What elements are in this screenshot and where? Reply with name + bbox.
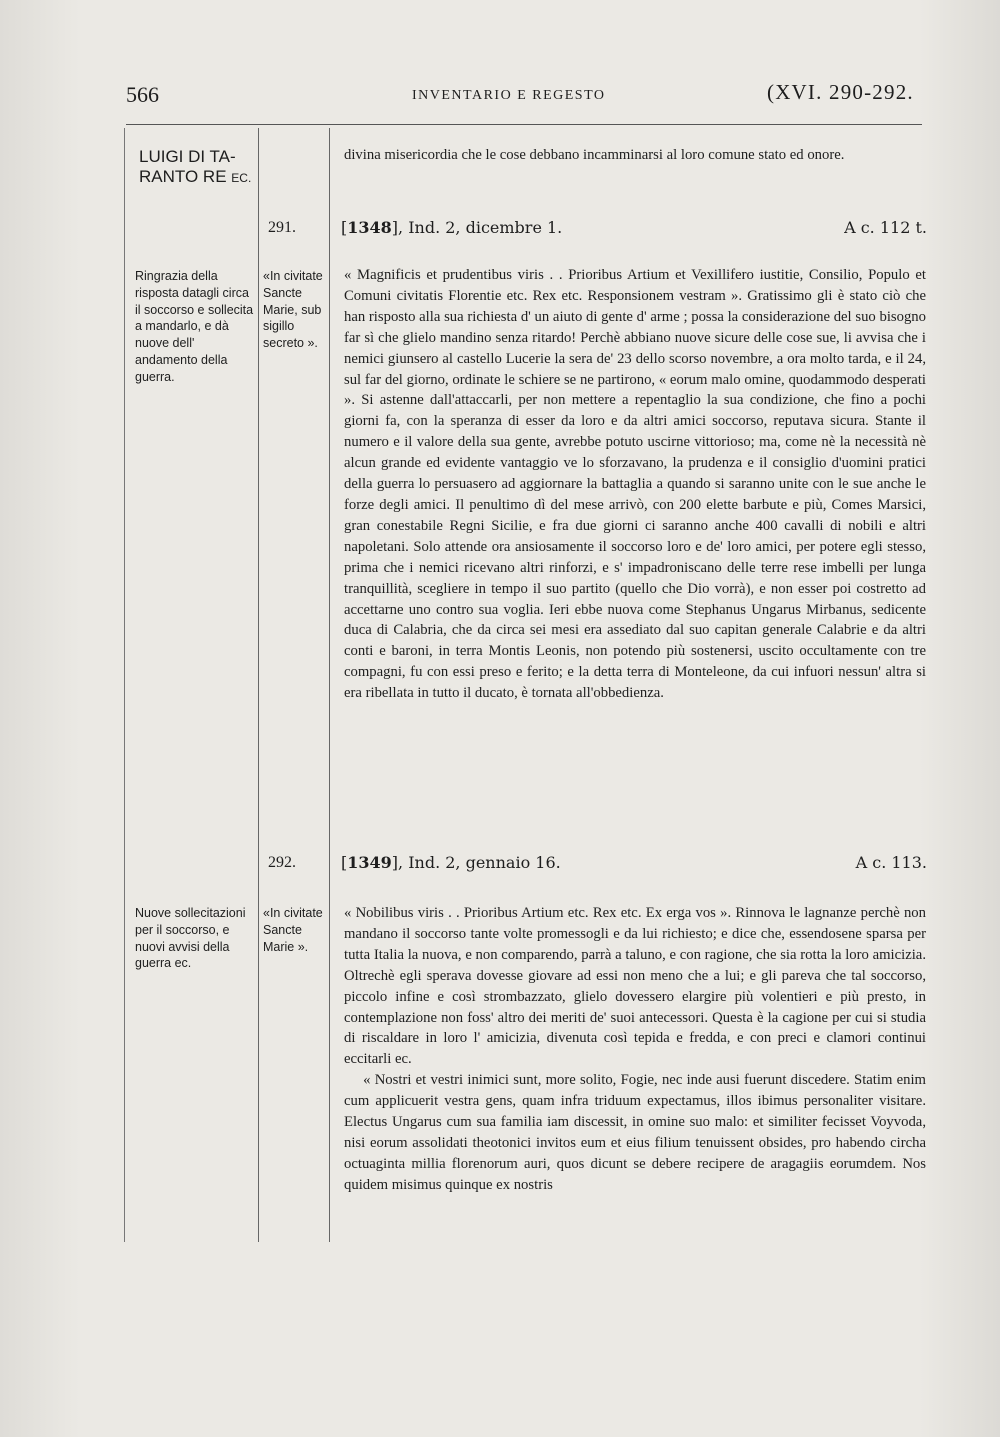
entry-folio-ref: A c. 112 t.: [844, 218, 927, 237]
entry-summary: Nuove sollecitazioni per il soccorso, e nuovi avvisi della guerra ec.: [135, 906, 246, 971]
entry-dateline: [1349], Ind. 2, gennaio 16. A c. 113.: [341, 853, 927, 872]
continuation-text: divina misericordia che le cose debbano incamminarsi al loro comune stato ed onore.: [344, 147, 845, 163]
entry-number: 292.: [268, 854, 296, 871]
sovereign-line-1: LUIGI DI TA-: [139, 147, 236, 166]
entry-folio-ref: A c. 113.: [855, 853, 927, 872]
entry-summary: Ringrazia della risposta datagli circa il soccorso e sollecita a mandarlo, e dà nuove dell' andamento della guerra.: [135, 269, 254, 384]
entry-text: « Nobilibus viris . . Prioribus Artium etc. Rex etc. Ex erga vos ». Rinnova le lagnanze perchè non mandano il soccorso tante volte promessogli e da lui richiesto; e dice che, essendosene sparsa per tutta Italia la nuova, e non comparendo, parrà a taluno, e con ragione, che sia rotta la loro amicizia. Oltrechè egli sperava dovesse giovare ad essi non meno che a lui; e gli pareva che tal soccorso, piccolo infine e così strombazzato, glielo dovessero elargire più volentieri e più presto, in contemplazione non foss' altro dei meriti de' suoi antecessori. Questa è la cagione per cui si studia di riscaldare in loro l' amicizia, divenuta così tepida e fredda, e con preci e clamori continui eccitarli ec.: [344, 905, 926, 1068]
running-range: (XVI. 290-292.: [767, 80, 914, 104]
sovereign-heading: [139, 147, 251, 188]
entry-seal-note: «In civitate Sancte Marie, sub sigillo secreto ».: [263, 269, 323, 351]
entry-text: « Magnificis et prudentibus viris . . Prioribus Artium et Vexillifero iustitie, Consilio, Populo et Comuni civitatis Florentie etc. Rex etc. Responsionem vestram ». Gratissimo gli è stato ciò che han risposto alla sua richiesta d' un aiuto di gente d' arme ; possa la considerazione del suo bisogno far sì che glielo mandino senza ritardo! Perchè abbiano nuove sicure delle cose sue, li avvisa che i nemici giunsero al castello Lucerie la sera de' 23 dello scorso novembre, a ora molto tarda, e il 24, sul far del giorno, ordinate le schiere se ne partirono, « eorum malo omine, quodammodo desperati ». Si astenne dall'attaccarli, per non mettere a repentaglio la sua condizione, che fino a pochi giorni fa, con la speranza di esser da loro e da altri amici soccorso, reputava sicura. Stante il numero e il valore della sua gente, avrebbe potuto uscirne vittorioso; ma, come nè la necessità nè alcun grande ed evidente vantaggio ve lo sforzavano, la prudenza e il consiglio d'uomini pratici della guerra lo persuasero ad aggiornare la battaglia a quando si saranno unite con le sue anche le forze degli amici. Il penultimo dì del mese arrivò, con 200 elette barbute e più, Comes Marsici, gran conestabile Regni Sicilie, e fra due giorni ci saranno anche 400 cavalli di nobili e altri napoletani. Solo attende ora ansiosamente il soccorso loro e de' loro amici, per potere egli stesso, prima che i nemici ricevano altri rinforzi, e s' impadroniscano delle terre rese imbelli per lunga tranquillità, scegliere in tempo il suo partito (quello che Dio vorrà), e non esser poi costretto ad accettarne uno contro sua voglia. Ieri ebbe nuova come Stephanus Ungarus Mirbanus, sedicente duca di Calabria, che da circa sei mesi era assediato dal suo capitan generale Calabrie e da altri conti e baroni, in terra Montis Leonis, non potendo più sostenersi, uscito occultamente con tre compagni, fu con essi preso e ferito; e la detta terra di Monteleone, da cui infuori nessun' altra si era ribellata in tutto il ducato, è tornata all'obbedienza.: [344, 267, 926, 702]
header-rule: [126, 124, 922, 125]
running-title: INVENTARIO E REGESTO: [412, 88, 606, 103]
entry-dateline: [1348], Ind. 2, dicembre 1. A c. 112 t.: [341, 218, 927, 237]
entry-text-block: [344, 903, 926, 1196]
column-divider-summary: [258, 128, 259, 1242]
entry-year: 1349: [347, 853, 392, 872]
sovereign-etc: EC.: [231, 171, 252, 185]
entry-date: , Ind. 2, dicembre 1.: [398, 218, 563, 237]
entry-quote: « Nostri et vestri inimici sunt, more solito, Fogie, nec inde ausi fuerunt discedere. Statim enim cum applicuerit vestra gens, quam infra triduum expectamus, illos ibimus personaliter visitare. Electus Ungarus cum sua familia iam discessit, in omine suo malo: et similiter fecisset Voyvoda, nisi eorum assolidati theotonici invitos eum et eius filium tenuissent obsides, pro habendo circha octuaginta millia florenorum auri, quos dicunt se debere recipere de aragagiis eorumdem. Nos quidem misimus quinque ex nostris: [344, 1072, 926, 1193]
entry-number: 291.: [268, 219, 296, 236]
entry-year: 1348: [347, 218, 392, 237]
entry-date: , Ind. 2, gennaio 16.: [398, 853, 561, 872]
column-divider-left: [124, 128, 125, 1242]
sovereign-line-2: RANTO RE: [139, 167, 227, 186]
entry-seal-note: «In civitate Sancte Marie ».: [263, 906, 323, 954]
column-divider-seal: [329, 128, 330, 1242]
page-number: 566: [126, 82, 159, 107]
